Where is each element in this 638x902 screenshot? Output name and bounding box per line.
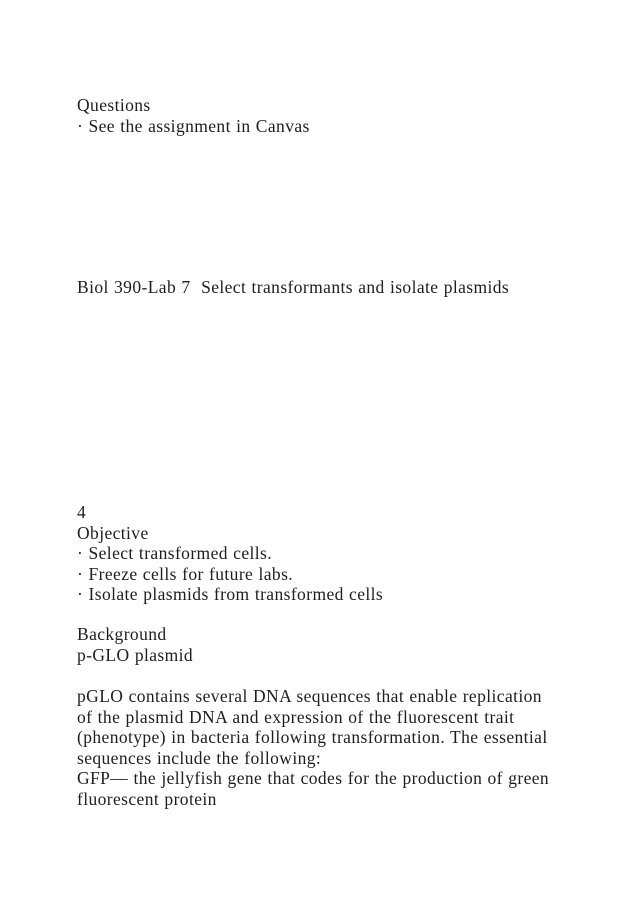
- objective-heading: Objective: [77, 522, 149, 543]
- background-subheading: p-GLO plasmid: [77, 644, 194, 665]
- lab-title-section: [77, 277, 578, 298]
- body-text-line: GFP— the jellyfish gene that codes for the production of green: [77, 768, 550, 789]
- body-text-line: pGLO contains several DNA sequences that enable replication: [77, 686, 542, 706]
- objective-bullet-item: · Isolate plasmids from transformed cells: [77, 584, 384, 605]
- background-section: [77, 624, 578, 665]
- body-text-line: of the plasmid DNA and expression of the fluorescent trait: [77, 706, 515, 727]
- page-number: 4: [77, 502, 87, 522]
- body-text-line: (phenotype) in bacteria following transformation. The essential: [77, 727, 548, 748]
- body-paragraph-section: [77, 686, 578, 810]
- body-text-line: sequences include the following:: [77, 747, 322, 768]
- body-text-line: fluorescent protein: [77, 788, 217, 809]
- objective-bullet-item: · Select transformed cells.: [77, 543, 273, 564]
- objective-section: [77, 502, 578, 605]
- background-heading: Background: [77, 624, 167, 644]
- objective-bullet-item: · Freeze cells for future labs.: [77, 563, 294, 584]
- questions-section: [77, 95, 578, 136]
- lab-title: Biol 390-Lab 7 Select transformants and isolate plasmids: [77, 277, 510, 297]
- questions-heading: Questions: [77, 95, 151, 115]
- questions-bullet-item: · See the assignment in Canvas: [77, 115, 310, 136]
